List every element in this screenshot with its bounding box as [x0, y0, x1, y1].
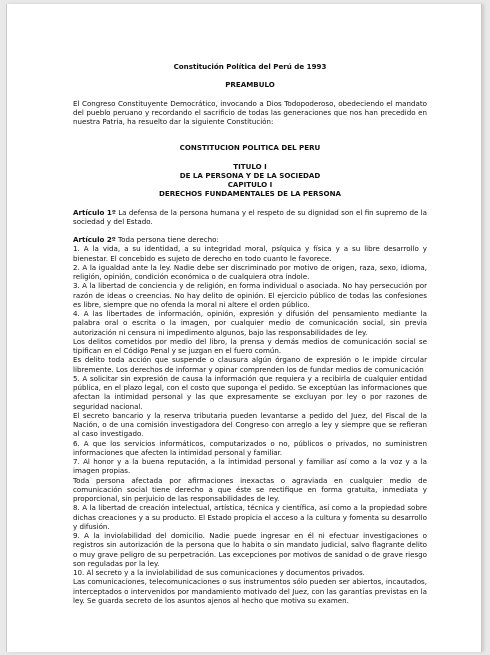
article-paragraph: 7. Al honor y a la buena reputación, a la intimidad personal y familiar así como a la voz y a la imagen propias. [73, 457, 427, 476]
title-name: DE LA PERSONA Y DE LA SOCIEDAD [179, 170, 321, 180]
article-1-label: Artículo 1º [73, 207, 116, 217]
article-paragraph: El secreto bancario y la reserva tributaria pueden levantarse a pedido del Juez, del Fiscal de la Nación, o de una comisión investigadora del Congreso con arreglo a ley y siempre que se refieran al caso investigado. [73, 410, 427, 439]
article-paragraph: Los delitos cometidos por medio del libro, la prensa y demás medios de comunicación social se tipifican en el Código Penal y se juzgan en el fuero común. [73, 336, 427, 355]
article-paragraph: Toda persona afectada por afirmaciones inexactas o agraviada en cualquier medio de comunicación social tiene derecho a que éste se rectifique en forma gratuita, inmediata y proporcional, sin perjuicio de las responsabilidades de ley. [73, 475, 427, 503]
document-page [6, 4, 482, 652]
article-1 [73, 208, 427, 227]
article-paragraph: Las comunicaciones, telecomunicaciones o sus instrumentos sólo pueden ser abiertos, incautados, interceptados o intervenidos por mandamiento motivado del Juez, con las garantías previstas en la ley. Se guarda secreto de los asuntos ajenos al hecho que motiva su examen. [73, 577, 427, 605]
article-paragraph: 10. Al secreto y a la inviolabilidad de sus comunicaciones y documentos privados. [73, 568, 365, 577]
article-paragraph: 9. A la inviolabilidad del domicilio. Nadie puede ingresar en él ni efectuar investigaciones o registros sin autorización de la persona que lo habita o sin mandato judicial, salvo flagrante delito o muy grave peligro de su perpetración. Las excepciones por motivos de sanidad o de grave riesgo son reguladas por la ley. [73, 531, 427, 568]
article-1-text: La defensa de la persona humana y el respeto de su dignidad son el fin supremo de la sociedad y del Estado. [73, 207, 427, 226]
title-heading: TITULO I [233, 161, 267, 171]
article-paragraph: 1. A la vida, a su identidad, a su integridad moral, psíquica y física y a su libre desarrollo y bienestar. El concebido es sujeto de derecho en todo cuanto le favorece. [73, 244, 427, 263]
chapter-heading: CAPITULO I [227, 180, 273, 189]
article-2-intro-text: Toda persona tiene derecho: [115, 235, 219, 244]
document-title: Constitución Política del Perú de 1993 [173, 62, 327, 71]
document-content [73, 62, 427, 605]
article-paragraph: 6. A que los servicios informáticos, computarizados o no, públicos o privados, no suministren informaciones que afecten la intimidad personal y familiar. [73, 438, 427, 457]
article-paragraph: 8. A la libertad de creación intelectual, artística, técnica y científica, así como a la propiedad sobre dichas creaciones y a su producto. El Estado propicia el acceso a la cultura y fomenta su desarrollo y difusión. [73, 503, 427, 531]
article-paragraph: 5. A solicitar sin expresión de causa la información que requiera y a recibirla de cualquier entidad pública, en el plazo legal, con el costo que suponga el pedido. Se exceptúan las informaciones que afectan la intimidad personal y las que expresamente se excluyan por ley o por razones de seguridad nacional. [73, 373, 427, 411]
article-2-label: Artículo 2º [73, 235, 116, 244]
article-2-intro [73, 235, 427, 244]
article-paragraph: 3. A la libertad de conciencia y de religión, en forma individual o asociada. No hay persecución por razón de ideas o creencias. No hay delito de opinión. El ejercicio público de todas las confesiones es libre, siempre que no ofenda la moral ni altere el orden público. [73, 281, 427, 309]
preamble-heading: PREAMBULO [225, 80, 275, 90]
preamble-text: El Congreso Constituyente Democrático, invocando a Dios Todopoderoso, obedeciendo el mandato del pueblo peruano y recordando el sacrificio de todas las generaciones que nos han precedido en nuestra Patria, ha resuelto dar la siguiente Constitución: [73, 98, 427, 126]
article-paragraph: Es delito toda acción que suspende o clausura algún órgano de expresión o le impide circular libremente. Los derechos de informar y opinar comprenden los de fundar medios de comunicación [73, 355, 427, 374]
article-paragraph: 4. A las libertades de información, opinión, expresión y difusión del pensamiento mediante la palabra oral o escrita o la imagen, por cualquier medio de comunicación social, sin previa autorización ni censura ni impedimento algunos, bajo las responsabilidades de ley. [73, 309, 427, 337]
article-paragraph: 2. A la igualdad ante la ley. Nadie debe ser discriminado por motivo de origen, raza, sexo, idioma, religión, opinión, condición económica o de cualquiera otra índole. [73, 262, 427, 281]
chapter-name: DERECHOS FUNDAMENTALES DE LA PERSONA [158, 189, 342, 199]
constitution-heading: CONSTITUCION POLITICA DEL PERU [179, 143, 321, 153]
